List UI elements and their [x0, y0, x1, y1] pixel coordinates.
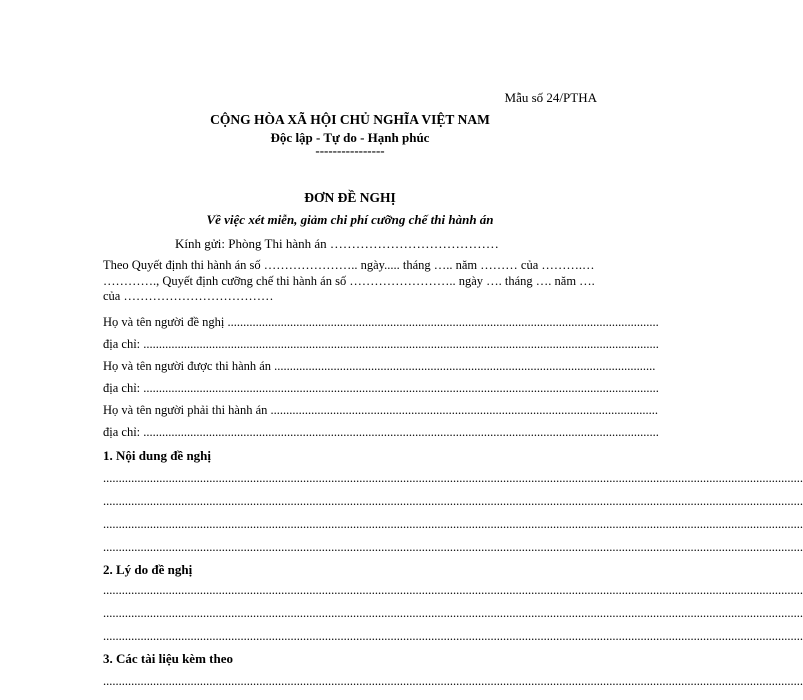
motto-underline: ---------------- [315, 143, 385, 158]
request-content-line: ................................................................................................................................................................................................................................ [103, 540, 803, 554]
section-heading-request-content: 1. Nội dung đề nghị [103, 448, 212, 463]
judgment-creditor-name-field: Họ và tên người được thi hành án .......................................................................................................................... [103, 359, 656, 373]
recipient-line: Kính gửi: Phòng Thi hành án ………………………………… [175, 236, 499, 251]
request-content-line: ................................................................................................................................................................................................................................ [103, 494, 803, 508]
document-subtitle: Về việc xét miễn, giảm chi phí cưỡng chế thi hành án [206, 212, 494, 227]
attachments-line: ................................................................................................................................................................................................................................ [103, 674, 803, 688]
decision-paragraph: Theo Quyết định thi hành án số ………………….. ngày..... tháng ….. năm ……… của ……….… …………., Quyết định cưỡng chế thi hành án số …………………….. ngày …. tháng …. năm …. của ……………………………… [103, 258, 595, 303]
judgment-creditor-address-field: địa chỉ: ..................................................................................................................................................................... [103, 381, 659, 395]
reason-line: ................................................................................................................................................................................................................................ [103, 606, 803, 620]
request-content-line: ................................................................................................................................................................................................................................ [103, 517, 803, 531]
requester-address-field: địa chỉ: ..................................................................................................................................................................... [103, 337, 659, 351]
request-content-line: ................................................................................................................................................................................................................................ [103, 471, 803, 485]
judgment-debtor-name-field: Họ và tên người phải thi hành án ............................................................................................................................ [103, 403, 659, 417]
document-title: ĐƠN ĐỀ NGHỊ [304, 190, 396, 205]
judgment-debtor-address-field: địa chỉ: ..................................................................................................................................................................... [103, 425, 659, 439]
reason-line: ................................................................................................................................................................................................................................ [103, 583, 803, 597]
form-code: Mẫu số 24/PTHA [504, 90, 597, 105]
section-heading-reason: 2. Lý do đề nghị [103, 562, 193, 577]
section-heading-attachments: 3. Các tài liệu kèm theo [103, 651, 233, 666]
national-motto: Độc lập - Tự do - Hạnh phúc [270, 130, 430, 145]
national-heading: CỘNG HÒA XÃ HỘI CHỦ NGHĨA VIỆT NAM [210, 112, 490, 127]
reason-line: ................................................................................................................................................................................................................................ [103, 629, 803, 643]
requester-name-field: Họ và tên người đề nghị .......................................................................................................................................... [103, 315, 659, 329]
